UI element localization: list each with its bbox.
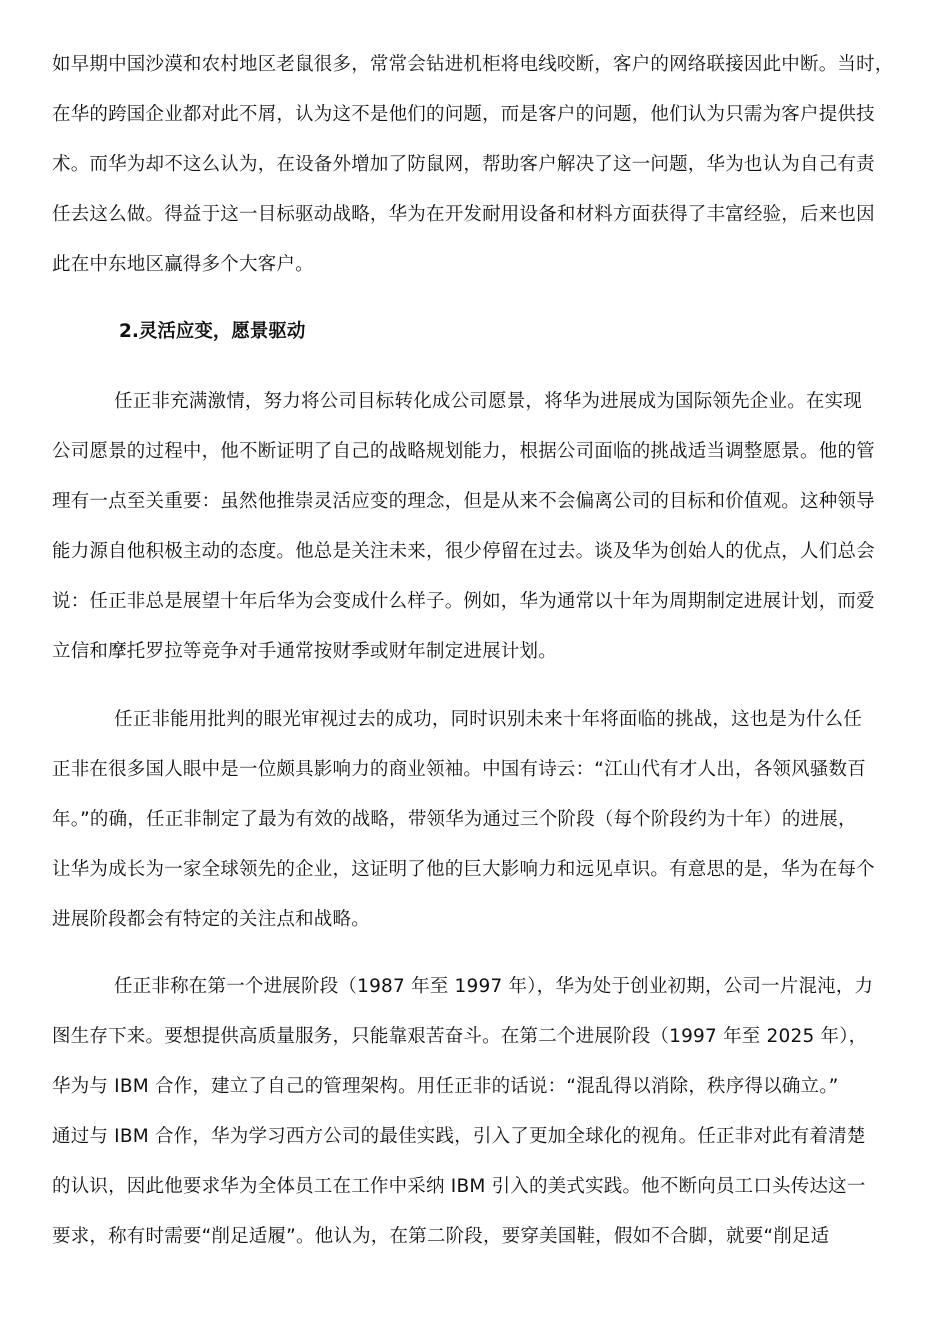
text-line: 让华为成长为一家全球领先的企业，这证明了他的巨大影响力和远见卓识。有意思的是，华为在每个 [52, 859, 875, 880]
text-line: 理有一点至关重要：虽然他推崇灵活应变的理念，但是从来不会偏离公司的目标和价值观。这种领导 [52, 491, 875, 512]
text-line: 此在中东地区赢得多个大客户。 [52, 254, 314, 275]
text-line: 说：任正非总是展望十年后华为会变成什么样子。例如，华为通常以十年为周期制定进展计划，而爱 [52, 591, 875, 612]
text-line: 华为与 IBM 合作，建立了自己的管理架构。用任正非的话说：“混乱得以消除，秩序得以确立。” [52, 1076, 839, 1097]
text-line: 立信和摩托罗拉等竞争对手通常按财季或财年制定进展计划。 [52, 641, 557, 662]
text-line: 年。”的确，任正非制定了最为有效的战略，带领华为通过三个阶段（每个阶段约为十年）的进展， [52, 809, 857, 830]
text-line: 进展阶段都会有特定的关注点和战略。 [52, 909, 370, 930]
text-line: 术。而华为却不这么认为，在设备外增加了防鼠网，帮助客户解决了这一问题，华为也认为自己有责 [52, 154, 875, 175]
text-line: 图生存下来。要想提供高质量服务，只能靠艰苦奋斗。在第二个进展阶段（1997 年至 2025 年）， [52, 1026, 868, 1047]
text-line: 公司愿景的过程中，他不断证明了自己的战略规划能力，根据公司面临的挑战适当调整愿景。他的管 [52, 441, 875, 462]
text-line: 任正非能用批判的眼光审视过去的成功，同时识别未来十年将面临的挑战，这也是为什么任 [114, 709, 863, 730]
text-line: 通过与 IBM 合作，华为学习西方公司的最佳实践，引入了更加全球化的视角。任正非对此有着清楚 [52, 1126, 866, 1147]
text-line: 要求，称有时需要“削足适履”。他认为，在第二阶段，要穿美国鞋，假如不合脚，就要“削足适 [52, 1226, 830, 1247]
text-line: 在华的跨国企业都对此不屑，认为这不是他们的问题，而是客户的问题，他们认为只需为客户提供技 [52, 104, 875, 125]
text-line: 如早期中国沙漠和农村地区老鼠很多，常常会钻进机柜将电线咬断，客户的网络联接因此中断。当时， [52, 54, 894, 75]
text-line: 能力源自他积极主动的态度。他总是关注未来，很少停留在过去。谈及华为创始人的优点，人们总会 [52, 541, 875, 562]
section-heading: 2.灵活应变，愿景驱动 [119, 321, 306, 342]
text-line: 正非在很多国人眼中是一位颇具影响力的商业领袖。中国有诗云：“江山代有才人出，各领风骚数百 [52, 759, 866, 780]
text-line: 任正非充满激情，努力将公司目标转化成公司愿景，将华为进展成为国际领先企业。在实现 [114, 391, 863, 412]
text-line: 任正非称在第一个进展阶段（1987 年至 1997 年），华为处于创业初期，公司一片混沌，力 [114, 976, 874, 997]
text-line: 的认识，因此他要求华为全体员工在工作中采纳 IBM 引入的美式实践。他不断向员工口头传达这一 [52, 1176, 866, 1197]
text-line: 任去这么做。得益于这一目标驱动战略，华为在开发耐用设备和材料方面获得了丰富经验，后来也因 [52, 204, 875, 225]
